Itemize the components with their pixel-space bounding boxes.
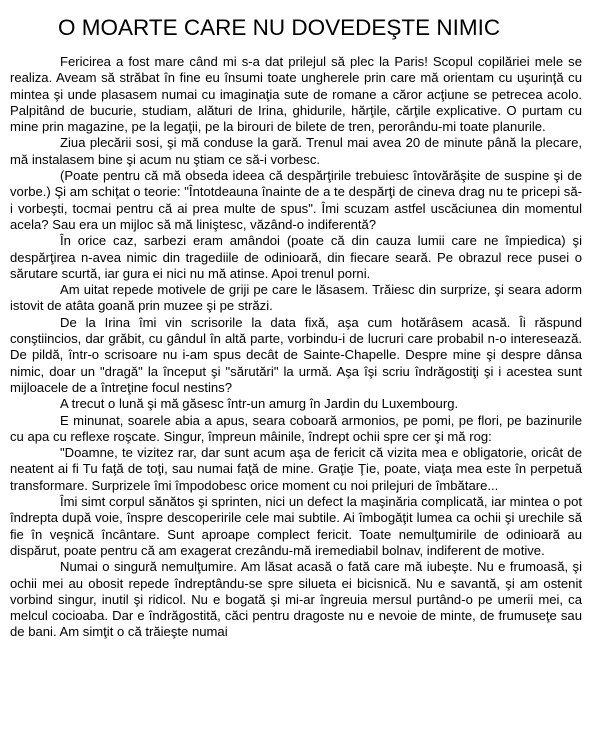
paragraph-4: În orice caz, sarbezi eram amândoi (poate că din cauza lumii care ne împiedica) şi despărţirea n-avea nimic din tragediile de odinioară, din fiecare seară. Pe obrazul rece pusei o sărutare scurtă, iar gura ei nici nu mă atinse. Apoi trenul porni.: [10, 233, 582, 281]
paragraph-2: Ziua plecării sosi, şi mă conduse la gară. Trenul mai avea 20 de minute până la plecare, mă instalasem bine şi acum nu ştiam ce să-i vorbesc.: [10, 135, 582, 167]
paragraph-10: Îmi simt corpul sănătos şi sprinten, nici un defect la maşinăria complicată, iar mintea o pot îndrepta după voie, înspre descoperirile cele mai subtile. Ai îmbogăţit lumea ca ochii şi urechile să fie în veşnică încântare. Sunt aproape complect fericit. Toate nemulţumirile de odinioară au dispărut, poate pentru că am exagerat crezându-mă iremediabil bolnav, indiferent de motive.: [10, 494, 582, 558]
paragraph-5: Am uitat repede motivele de griji pe care le lăsasem. Trăiesc din surprize, şi seara adorm istovit de atâta goană prin muzee şi pe străzi.: [10, 282, 582, 314]
document-body: [10, 54, 582, 641]
paragraph-7: A trecut o lună şi mă găsesc într-un amurg în Jardin du Luxembourg.: [60, 396, 459, 412]
paragraph-9: "Doamne, te vizitez rar, dar sunt acum aşa de fericit că vizita mea e obligatorie, oricât de neatent ai fi Tu faţă de toţi, sau numai faţă de mine. Graţie Ţie, poate, viaţa mea este în perpetuă transformare. Surprizele îmi împodobesc orice moment cu noi prilejuri de îmbătare...: [10, 445, 582, 493]
paragraph-1: Fericirea a fost mare când mi s-a dat prilejul să plec la Paris! Scopul copilăriei mele se realiza. Aveam să străbat în fine eu însumi toate ungherele prin care mă orientam cu uşurinţă cu mintea şi unde plasasem numai cu imaginaţia sute de romane a căror acţiune se petrecea acolo. Palpitând de bucurie, studiam, alături de Irina, ghidurile, hărţile, cărţile explicative. O purtam cu mine prin magazine, pe la legaţii, pe la birouri de bilete de tren, perorându-mi toate planurile.: [10, 54, 582, 135]
paragraph-3: (Poate pentru că mă obseda ideea că despărţirile trebuiesc întovărăşite de suspine şi de vorbe.) Şi am schiţat o teorie: "Întotdeauna înainte de a te despărţi de cineva drag nu te pricepi să-i vorbeşti, tocmai pentru că ai prea multe de spus". Îmi scuzam astfel uscăciunea din momentul acela? Sau era un mijloc să mă liniştesc, văzând-o indiferentă?: [10, 168, 582, 232]
paragraph-8: E minunat, soarele abia a apus, seara coboară armonios, pe pomi, pe flori, pe bazinurile cu apa cu reflexe roşcate. Singur, împreun mâinile, îndrept ochii spre cer şi mă rog:: [10, 412, 582, 444]
paragraph-11: Numai o singură nemulţumire. Am lăsat acasă o fată care mă iubeşte. Nu e frumoasă, şi ochii mei au obosit repede îndreptându-se spre silueta ei bicisnică. Nu e savantă, şi am ostenit vorbind singur, inutil şi ridicol. Nu e bogată şi mi-ar îngreuia mersul purtând-o pe umerii mei, ca melcul cocioaba. Dar e îndrăgostită, căci pentru dragoste nu e nevoie de minte, de frumuseţe sau de bani. Am simţit o că trăieşte numai: [10, 559, 582, 640]
paragraph-6: De la Irina îmi vin scrisorile la data fixă, aşa cum hotărâsem acasă. Îi răspund conştiincios, dar grăbit, cu gândul în altă parte, vorbindu-i de lucruri care probabil n-o interesează. De pildă, într-o scrisoare nu i-am spus decât de Sainte-Chapelle. Despre mine şi despre dânsa nimic, doar un "dragă" la început şi "sărutări" la urmă. Aşa îşi scriu îndrăgostiţi şi i acestea sunt mijloacele de a întreţine focul nestins?: [10, 314, 582, 395]
page-title: O MOARTE CARE NU DOVEDEŞTE NIMIC: [58, 15, 501, 40]
